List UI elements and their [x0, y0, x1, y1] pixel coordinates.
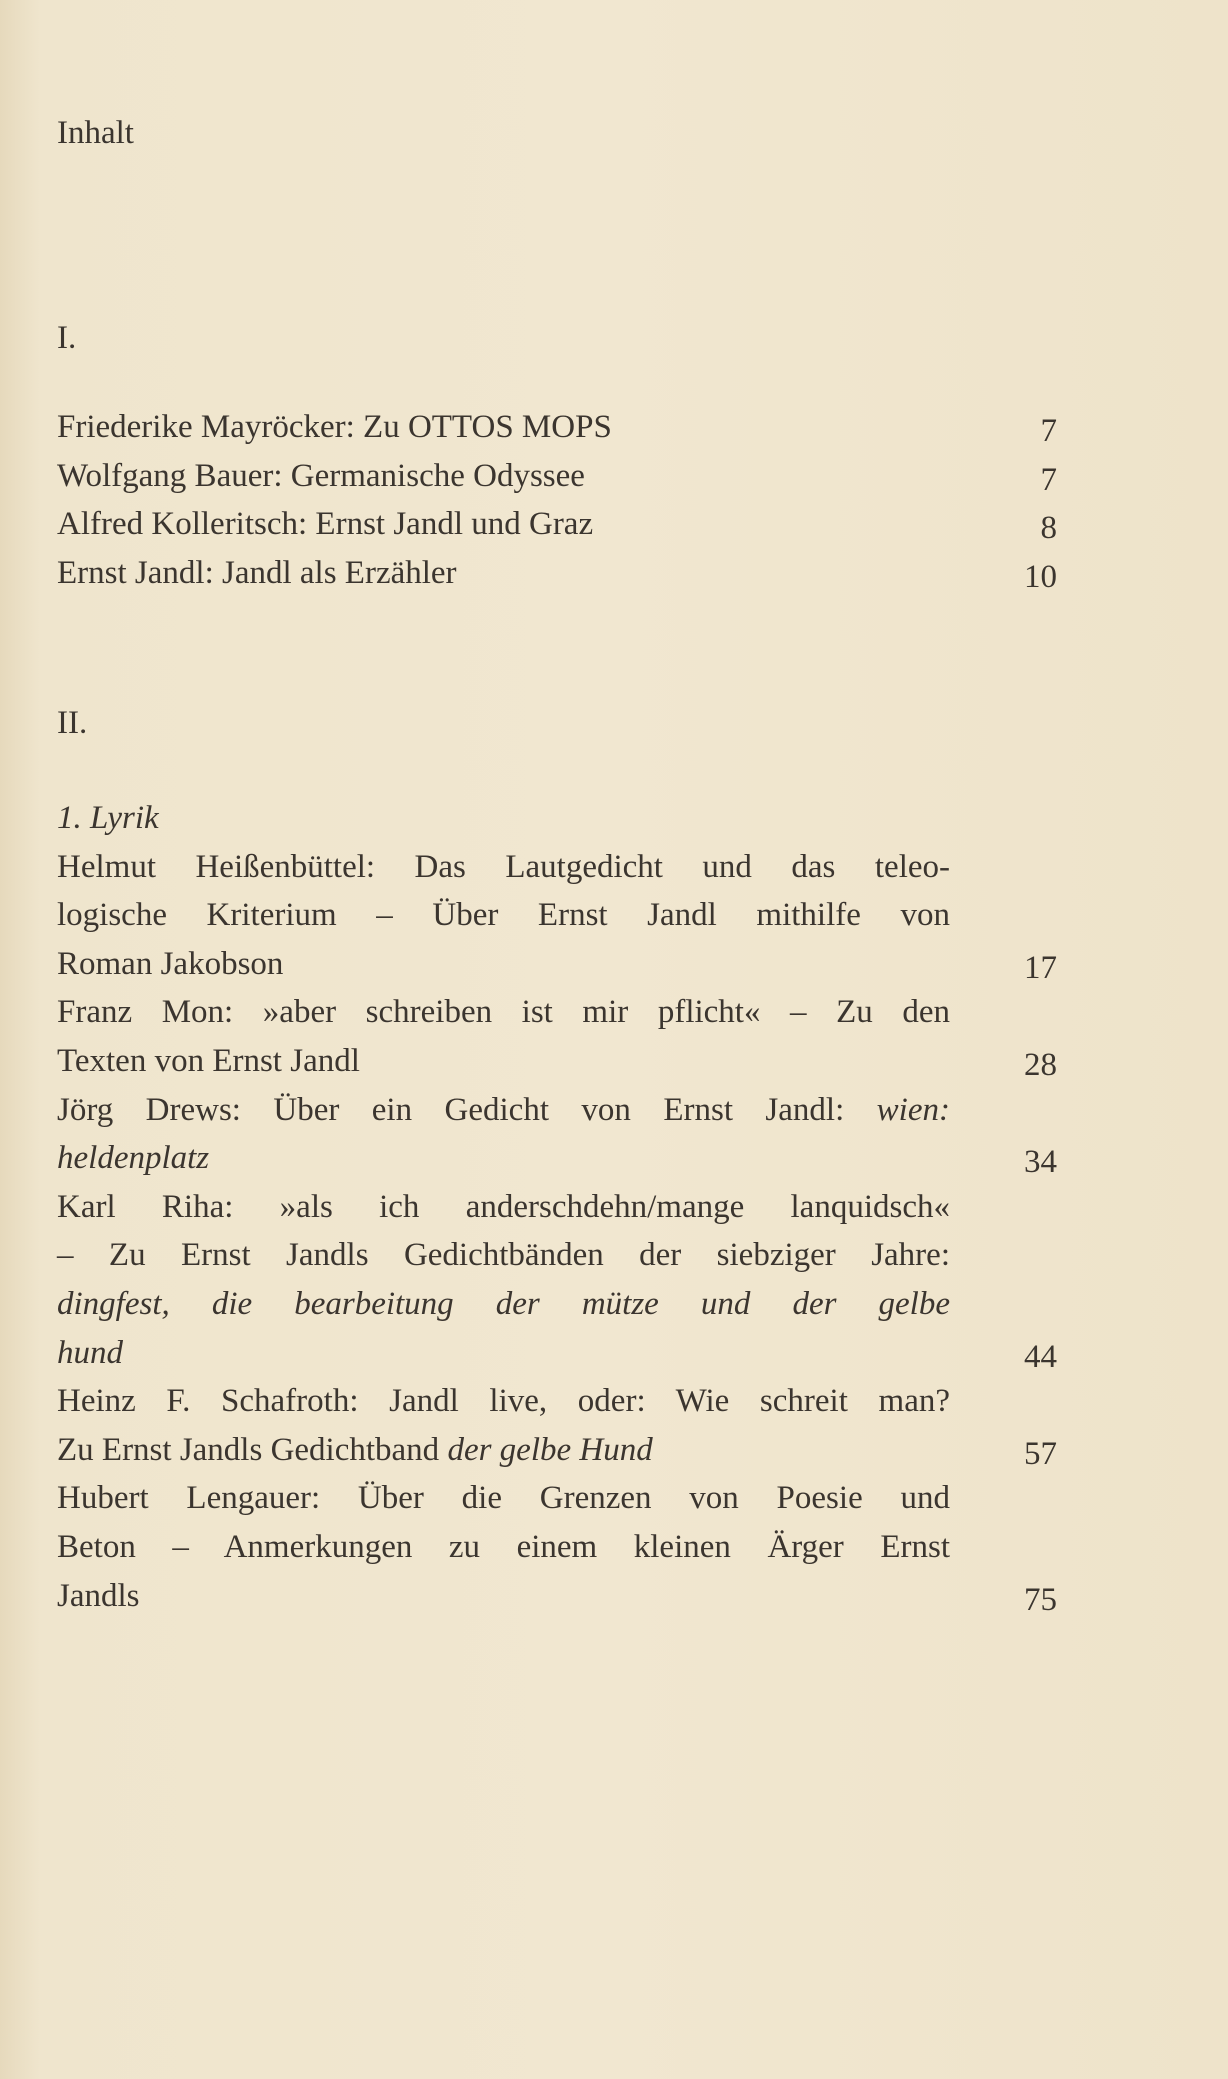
toc-entry-line — [57, 891, 950, 940]
entry-text: Friederike Mayröcker: Zu OTTOS MOPS — [57, 409, 612, 445]
toc-entry — [57, 1086, 1057, 1183]
toc-entry — [57, 403, 1057, 452]
page-title: Inhalt — [57, 115, 134, 151]
entry-text: Jandls — [57, 1577, 140, 1614]
italic-title-text: heldenplatz — [57, 1140, 210, 1177]
toc-entry-line — [57, 1280, 950, 1329]
toc-entry-line — [57, 988, 950, 1037]
toc-entry-line — [57, 1426, 950, 1475]
toc-entry-line — [57, 452, 950, 501]
italic-title-text: wien: — [876, 1091, 950, 1128]
page-number: 7 — [1040, 461, 1057, 498]
toc-entry-line — [57, 1474, 950, 1523]
toc-entry — [57, 843, 1057, 989]
subsection-label: Lyrik — [90, 800, 159, 836]
page-number: 28 — [1024, 1046, 1057, 1083]
toc-entry — [57, 500, 1057, 549]
entry-text: Ernst Jandl: Jandl als Erzähler — [57, 554, 457, 591]
toc-entry-line — [57, 403, 950, 452]
toc-entry-line — [57, 1183, 950, 1232]
entry-text: Helmut Heißenbüttel: Das Lautgedicht und das teleo- — [57, 848, 950, 885]
toc-entry-line — [57, 1086, 950, 1135]
page-number: 44 — [1024, 1338, 1057, 1375]
toc-entry-line — [57, 1572, 950, 1621]
entry-text: Karl Riha: »als ich anderschdehn/mange lanquidsch« — [57, 1188, 950, 1225]
page-number: 7 — [1040, 413, 1057, 449]
toc-section-2 — [57, 794, 1057, 1620]
italic-title-text: dingfest, die bearbeitung der mütze und der gelbe — [57, 1285, 950, 1322]
entry-text: Roman Jakobson — [57, 945, 284, 982]
toc-entry-line — [57, 549, 950, 598]
subsection-number: 1. — [57, 800, 82, 836]
toc-entry-line — [57, 1231, 950, 1280]
toc-entry-line — [57, 1134, 950, 1183]
toc-entry-line — [57, 940, 950, 989]
entry-text: Jörg Drews: Über ein Gedicht von Ernst Jandl: — [57, 1091, 877, 1128]
toc-entry — [57, 988, 1057, 1085]
toc-entry-line — [57, 1037, 950, 1086]
toc-section-1 — [57, 403, 1057, 597]
page-number: 8 — [1040, 510, 1057, 547]
toc-entry-line — [57, 843, 950, 892]
page-number: 57 — [1024, 1435, 1057, 1472]
toc-entry — [57, 1474, 1057, 1620]
entry-text: Beton – Anmerkungen zu einem kleinen Ärger Ernst — [57, 1528, 950, 1565]
page-number: 34 — [1024, 1144, 1057, 1181]
toc-entry — [57, 549, 1057, 598]
entry-text: logische Kriterium – Über Ernst Jandl mithilfe von — [57, 897, 950, 934]
entry-text: Zu Ernst Jandls Gedichtband — [57, 1431, 448, 1468]
entry-text: Wolfgang Bauer: Germanische Odyssee — [57, 457, 585, 494]
entry-text: Franz Mon: »aber schreiben ist mir pflicht« – Zu den — [57, 994, 950, 1031]
subsection-heading — [57, 794, 1057, 843]
section-heading-2: II. — [57, 705, 88, 741]
toc-entry-line — [57, 500, 950, 549]
toc-entry — [57, 452, 1057, 501]
page-number: 75 — [1024, 1581, 1057, 1618]
page-number: 17 — [1024, 949, 1057, 986]
section-heading-1: I. — [57, 320, 77, 356]
toc-entry-line — [57, 1523, 950, 1572]
toc-entry-line — [57, 1329, 950, 1378]
entry-text: Heinz F. Schafroth: Jandl live, oder: Wie schreit man? — [57, 1383, 950, 1420]
italic-title-text: hund — [57, 1334, 123, 1371]
entry-text: Hubert Lengauer: Über die Grenzen von Poesie und — [57, 1480, 950, 1517]
italic-title-text: der gelbe Hund — [447, 1431, 653, 1468]
entry-text: – Zu Ernst Jandls Gedichtbänden der siebziger Jahre: — [57, 1237, 950, 1274]
toc-entry — [57, 1183, 1057, 1377]
page-number: 10 — [1024, 558, 1057, 595]
entry-text: Alfred Kolleritsch: Ernst Jandl und Graz — [57, 506, 594, 543]
toc-entry — [57, 1377, 1057, 1474]
entry-text: Texten von Ernst Jandl — [57, 1042, 360, 1079]
toc-entry-line — [57, 1377, 950, 1426]
